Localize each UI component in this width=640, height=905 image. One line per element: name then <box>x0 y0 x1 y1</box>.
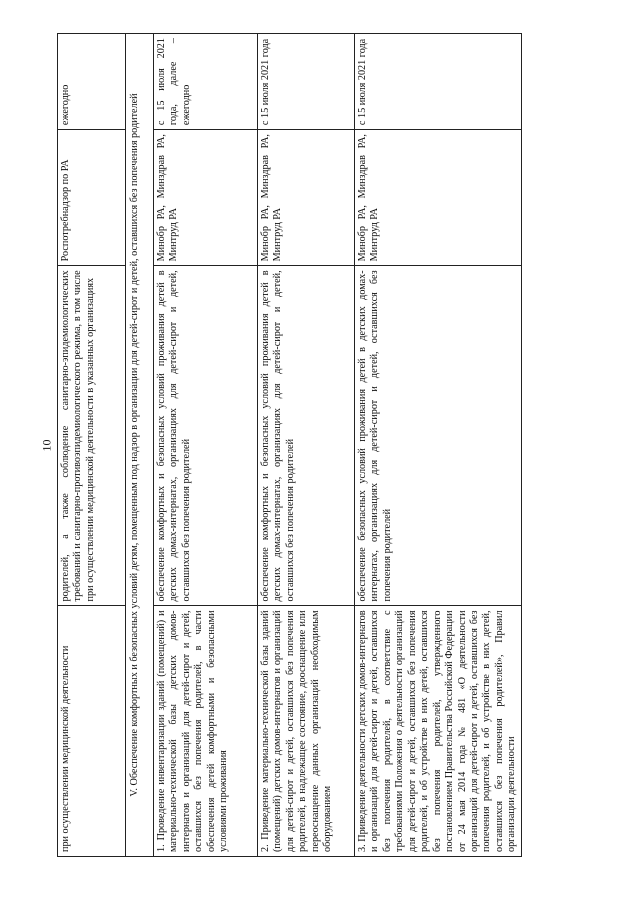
table-row <box>58 34 126 857</box>
cell-responsible: Роспотребнадзор по РА <box>58 130 126 266</box>
cell-result: родителей, а также соблюдение санитарно-эпидемиологических требований и санитарно-противоэпидемиологического режима, в том числе при осуществлении медицинской деятельности в указанных организациях <box>58 266 126 606</box>
cell-result: обеспечение комфортных и безопасных условий проживания детей в детских домах-интернатах, организациях для детей-сирот и детей, оставшихся без попечения родителей <box>154 266 258 606</box>
section-title: V. Обеспечение комфортных и безопасных условий детям, помещенным под надзор в организации для детей-сирот и детей, оставшихся без попечения родителей <box>126 34 154 857</box>
cell-deadline: с 15 июля 2021 года <box>355 34 522 130</box>
cell-measure: 1. Проведение инвентаризации зданий (помещений) и материально-технической базы детских домов-интернатов и организаций для детей-сирот и детей, оставшихся без попечения родителей, в части обеспечения детей комфортными и безопасными условиями проживания <box>154 606 258 857</box>
cell-result: обеспечение комфортных и безопасных условий проживания детей в детских домах-интернатах, организациях для детей-сирот и детей, оставшихся без попечения родителей <box>258 266 355 606</box>
cell-result: обеспечение безопасных условий проживания детей в детских домах-интернатах, организациях для детей-сирот и детей, оставшихся без попечения родителей <box>355 266 522 606</box>
cell-responsible: Минобр РА, Минздрав РА, Минтруд РА <box>355 130 522 266</box>
table-row <box>355 34 522 857</box>
cell-deadline: с 15 июля 2021 года, далее – ежегодно <box>154 34 258 130</box>
cell-responsible: Минобр РА, Минздрав РА, Минтруд РА <box>154 130 258 266</box>
measures-table <box>57 33 522 857</box>
rotated-page <box>57 33 577 857</box>
table-container <box>57 33 577 857</box>
cell-deadline: ежегодно <box>58 34 126 130</box>
table-row <box>258 34 355 857</box>
cell-deadline: с 15 июля 2021 года <box>258 34 355 130</box>
page-number: 10 <box>39 439 54 452</box>
table-row <box>154 34 258 857</box>
cell-measure: при осуществлении медицинской деятельности <box>58 606 126 857</box>
cell-measure: 3. Приведение деятельности детских домов-интернатов и организаций для детей-сирот и детей, оставшихся без попечения родителей, в соответствие с требованиями Положения о деятельности организаций для детей-сирот и детей, оставшихся без попечения родителей, и об устройстве в них детей, оставшихся без попечения родителей, утвержденного постановлением Правительства Российской Федерации от 24 мая 2014 года № 481 «О деятельности организаций для детей-сирот и детей, оставшихся без попечения родителей, и об устройстве в них детей, оставшихся без попечения родителей», Правил организации деятельности <box>355 606 522 857</box>
section-row <box>126 34 154 857</box>
cell-measure: 2. Приведение материально-технической базы зданий (помещений) детских домов-интернатов и организаций для детей-сирот и детей, оставшихся без попечения родителей, в надлежащее состояние, дооснащение или переоснащение данных организаций необходимым оборудованием <box>258 606 355 857</box>
cell-responsible: Минобр РА, Минздрав РА, Минтруд РА <box>258 130 355 266</box>
